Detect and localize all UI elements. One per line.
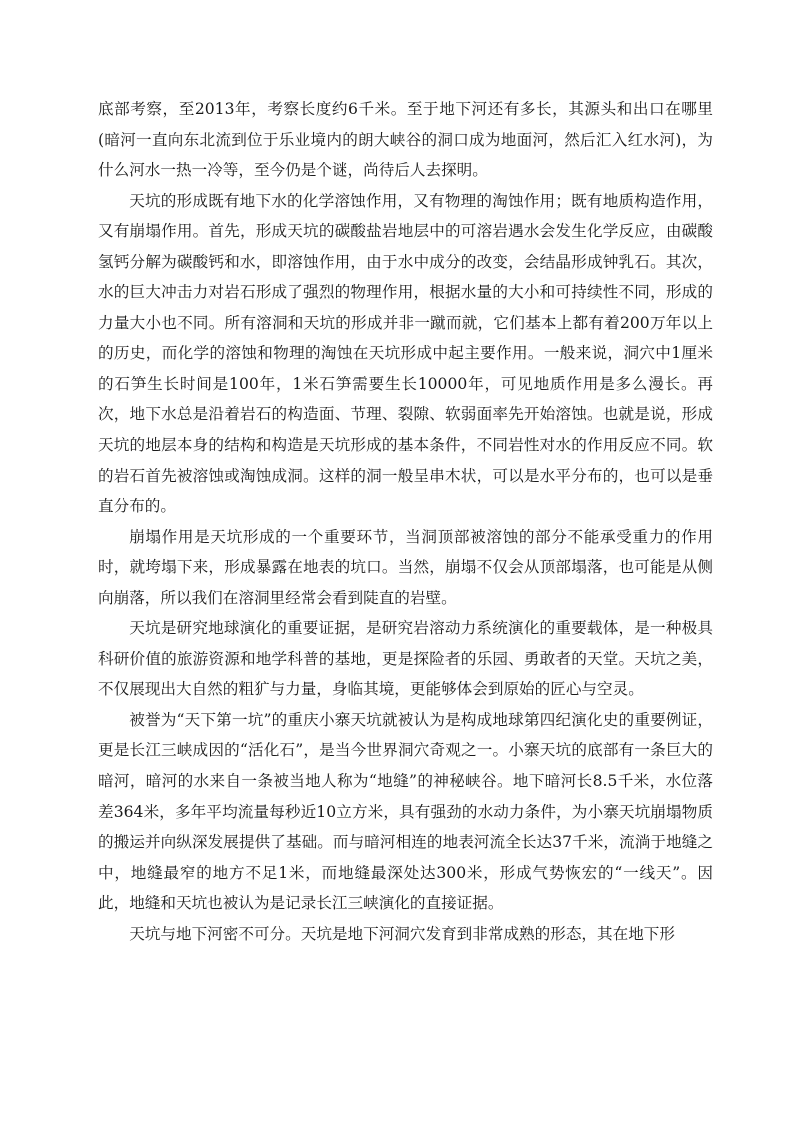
paragraph-underground-river: 天坑与地下河密不可分。天坑是地下河洞穴发育到非常成熟的形态，其在地下形 bbox=[129, 924, 675, 943]
paragraph-continuation: 底部考察，至2013年，考察长度约6千米。至于地下河还有多长，其源头和出口在哪里(暗河一直向东北流到位于乐业境内的朗大峡谷的洞口成为地面河，然后汇入红水河)，为什么河水一热一冷等，至今仍是个谜，尚待后人去探明。 bbox=[98, 100, 713, 180]
paragraph-xiaozhai: 被誉为“天下第一坑”的重庆小寨天坑就被认为是构成地球第四纪演化史的重要例证，更是长江三峡成因的“活化石”，是当今世界洞穴奇观之一。小寨天坑的底部有一条巨大的暗河，暗河的水来自一条被当地人称为“地缝”的神秘峡谷。地下暗河长8.5千米，水位落差364米，多年平均流量每秒近10立方米，具有强劲的水动力条件，为小寨天坑崩塌物质的搬运并向纵深发展提供了基础。而与暗河相连的地表河流全长达37千米，流淌于地缝之中，地缝最窄的地方不足1米，而地缝最深处达300米，形成气势恢宏的“一线天”。因此，地缝和天坑也被认为是记录长江三峡演化的直接证据。 bbox=[98, 710, 713, 913]
paragraph-formation: 天坑的形成既有地下水的化学溶蚀作用，又有物理的淘蚀作用；既有地质构造作用，又有崩塌作用。首先，形成天坑的碳酸盐岩地层中的可溶岩遇水会发生化学反应，由碳酸氢钙分解为碳酸钙和水，即溶蚀作用，由于水中成分的改变，会结晶形成钟乳石。其次，水的巨大冲击力对岩石形成了强烈的物理作用，根据水量的大小和可持续性不同，形成的力量大小也不同。所有溶洞和天坑的形成并非一蹴而就，它们基本上都有着200万年以上的历史，而化学的溶蚀和物理的淘蚀在天坑形成中起主要作用。一般来说，洞穴中1厘米的石笋生长时间是100年，1米石笋需要生长10000年，可见地质作用是多么漫长。再次，地下水总是沿着岩石的构造面、节理、裂隙、软弱面率先开始溶蚀。也就是说，形成天坑的地层本身的结构和构造是天坑形成的基本条件，不同岩性对水的作用反应不同。软的岩石首先被溶蚀或淘蚀成洞。这样的洞一般呈串木状，可以是水平分布的，也可以是垂直分布的。 bbox=[98, 191, 713, 516]
paragraph-collapse: 崩塌作用是天坑形成的一个重要环节，当洞顶部被溶蚀的部分不能承受重力的作用时，就垮塌下来，形成暴露在地表的坑口。当然，崩塌不仅会从顶部塌落，也可能是从侧向崩落，所以我们在溶洞里经常会看到陡直的岩壁。 bbox=[98, 527, 713, 607]
article-body bbox=[98, 94, 713, 949]
paragraph-significance: 天坑是研究地球演化的重要证据，是研究岩溶动力系统演化的重要载体，是一种极具科研价值的旅游资源和地学科普的基地，更是探险者的乐园、勇敢者的天堂。天坑之美，不仅展现出大自然的粗犷与力量，身临其境，更能够体会到原始的匠心与空灵。 bbox=[98, 619, 713, 699]
